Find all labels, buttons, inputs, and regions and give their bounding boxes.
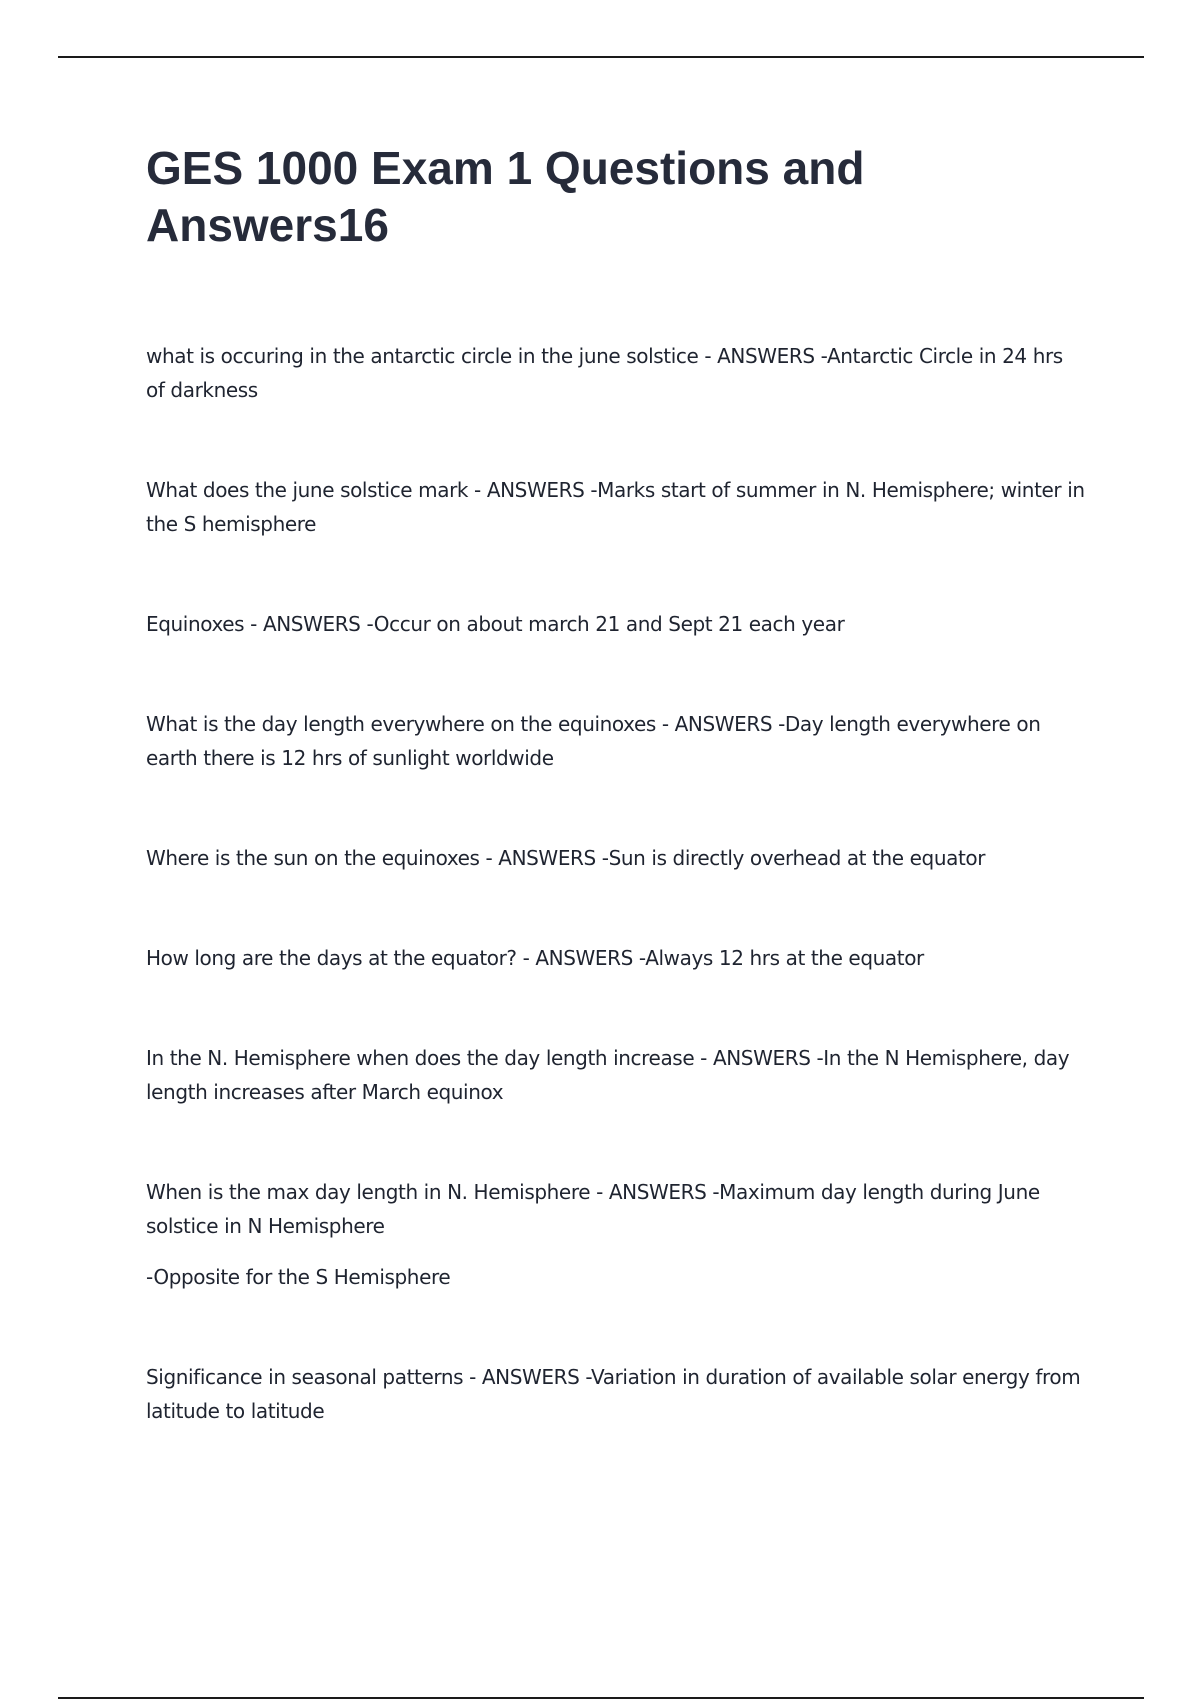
bottom-rule bbox=[58, 1697, 1144, 1699]
qa-text: What does the june solstice mark - ANSWERS -Marks start of summer in N. Hemisphere; winter in the S hemisphere bbox=[146, 478, 1085, 536]
qa-text: Where is the sun on the equinoxes - ANSWERS -Sun is directly overhead at the equator bbox=[146, 846, 986, 870]
qa-text: Significance in seasonal patterns - ANSWERS -Variation in duration of available solar energy from latitude to latitude bbox=[146, 1365, 1081, 1423]
top-rule bbox=[58, 56, 1144, 58]
qa-text: When is the max day length in N. Hemisphere - ANSWERS -Maximum day length during June solstice in N Hemisphere bbox=[146, 1180, 1040, 1238]
qa-list bbox=[146, 339, 1086, 1428]
qa-item bbox=[146, 841, 1086, 875]
qa-text: Equinoxes - ANSWERS -Occur on about march 21 and Sept 21 each year bbox=[146, 612, 845, 636]
qa-text: what is occuring in the antarctic circle in the june solstice - ANSWERS -Antarctic Circle in 24 hrs of darkness bbox=[146, 344, 1063, 402]
qa-text: In the N. Hemisphere when does the day length increase - ANSWERS -In the N Hemisphere, day length increases after March equinox bbox=[146, 1046, 1070, 1104]
qa-text: How long are the days at the equator? - ANSWERS -Always 12 hrs at the equator bbox=[146, 946, 924, 970]
qa-item bbox=[146, 1041, 1086, 1109]
qa-item bbox=[146, 607, 1086, 641]
qa-item bbox=[146, 707, 1086, 775]
qa-item bbox=[146, 473, 1086, 541]
document-title: GES 1000 Exam 1 Questions and Answers16 bbox=[146, 142, 865, 251]
qa-text: What is the day length everywhere on the equinoxes - ANSWERS -Day length everywhere on earth there is 12 hrs of sunlight worldwide bbox=[146, 712, 1041, 770]
qa-text-continued: -Opposite for the S Hemisphere bbox=[146, 1265, 451, 1289]
qa-item bbox=[146, 1175, 1086, 1294]
document-body bbox=[146, 140, 1086, 1494]
qa-item bbox=[146, 339, 1086, 407]
qa-item bbox=[146, 1360, 1086, 1428]
qa-item bbox=[146, 941, 1086, 975]
